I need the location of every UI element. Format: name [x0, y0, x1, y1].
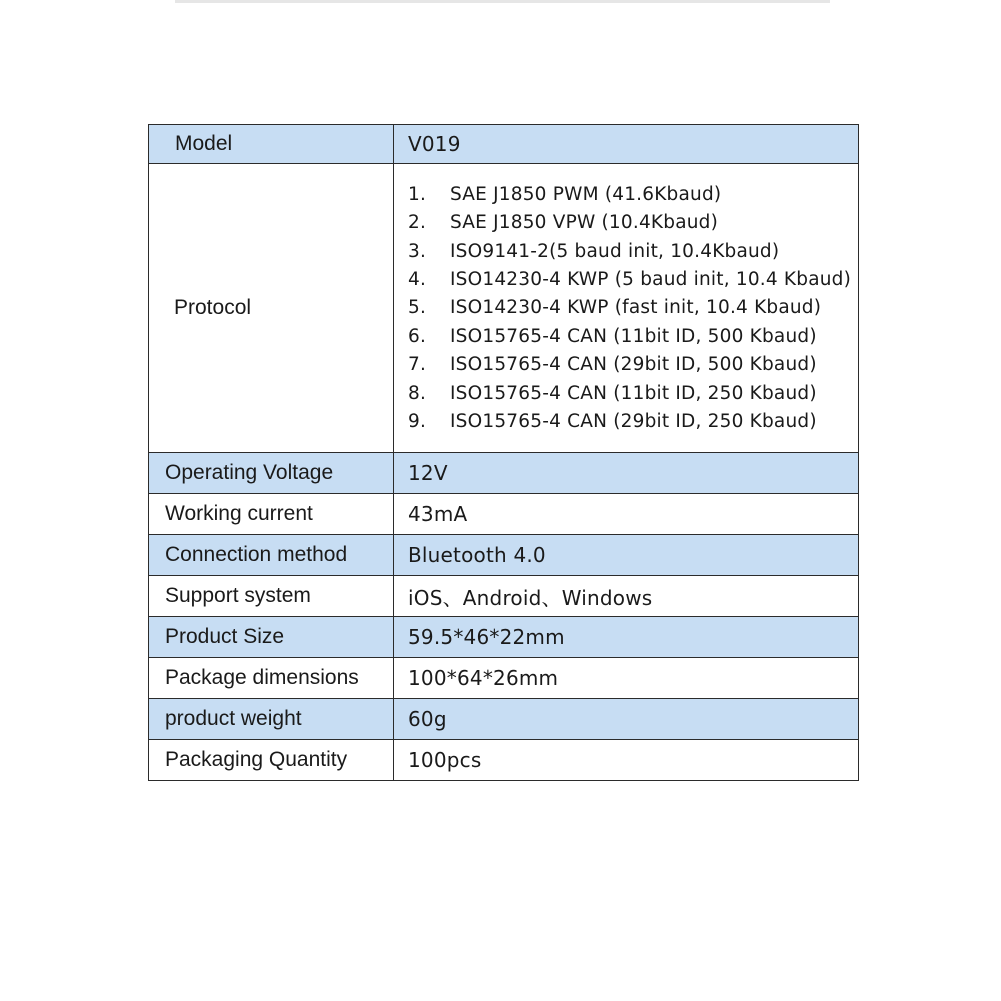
row-label: Support system: [149, 576, 394, 617]
row-value: 12V: [394, 453, 859, 494]
list-item-text: ISO15765-4 CAN (29bit ID, 500 Kbaud): [450, 354, 817, 376]
list-item: [408, 351, 858, 379]
row-value: 59.5*46*22mm: [394, 617, 859, 658]
list-item-number: 5.: [408, 297, 427, 319]
row-value: 43mA: [394, 494, 859, 535]
list-item-number: 6.: [408, 325, 427, 347]
table-row-working-current: [149, 494, 859, 535]
list-item-text: ISO14230-4 KWP (5 baud init, 10.4 Kbaud): [450, 269, 852, 291]
table-row-product-size: [149, 617, 859, 658]
list-item-text: SAE J1850 VPW (10.4Kbaud): [450, 212, 719, 234]
table-row-operating-voltage: [149, 453, 859, 494]
list-item: [408, 237, 858, 265]
row-label: Package dimensions: [149, 658, 394, 699]
table-row-support-system: [149, 576, 859, 617]
list-item: [408, 294, 858, 322]
table-row-model: [149, 125, 859, 164]
list-item-number: 2.: [408, 212, 427, 234]
row-label: Packaging Quantity: [149, 740, 394, 781]
table-row-package-dimensions: [149, 658, 859, 699]
list-item: [408, 209, 858, 237]
row-value: 100*64*26mm: [394, 658, 859, 699]
row-label: Product Size: [149, 617, 394, 658]
row-value: 100pcs: [394, 740, 859, 781]
list-item-text: ISO14230-4 KWP (fast init, 10.4 Kbaud): [450, 297, 822, 319]
list-item: [408, 322, 858, 350]
row-label: Connection method: [149, 535, 394, 576]
row-value: iOS、Android、Windows: [394, 576, 859, 617]
list-item-number: 1.: [408, 183, 427, 205]
list-item: [408, 180, 858, 208]
list-item-text: ISO15765-4 CAN (11bit ID, 250 Kbaud): [450, 382, 817, 404]
list-item-text: ISO9141-2(5 baud init, 10.4Kbaud): [450, 240, 780, 262]
list-item-number: 4.: [408, 269, 427, 291]
list-item-number: 8.: [408, 382, 427, 404]
list-item-text: SAE J1850 PWM (41.6Kbaud): [450, 183, 722, 205]
table-row-packaging-quantity: [149, 740, 859, 781]
list-item-text: ISO15765-4 CAN (29bit ID, 250 Kbaud): [450, 411, 817, 433]
row-label: Model: [149, 125, 394, 164]
list-item: [408, 265, 858, 293]
row-label: Operating Voltage: [149, 453, 394, 494]
row-value: Bluetooth 4.0: [394, 535, 859, 576]
list-item-number: 9.: [408, 411, 427, 433]
list-item: [408, 379, 858, 407]
row-value: V019: [394, 125, 859, 164]
protocol-list: [408, 180, 858, 436]
table-row-product-weight: [149, 699, 859, 740]
protocol-list-cell: [394, 164, 859, 453]
top-divider: [175, 0, 830, 3]
spec-table: [148, 124, 859, 781]
list-item: [408, 407, 858, 435]
row-value: 60g: [394, 699, 859, 740]
row-label: Protocol: [149, 164, 394, 453]
list-item-text: ISO15765-4 CAN (11bit ID, 500 Kbaud): [450, 325, 817, 347]
row-label: Working current: [149, 494, 394, 535]
list-item-number: 3.: [408, 240, 427, 262]
row-label: product weight: [149, 699, 394, 740]
list-item-number: 7.: [408, 354, 427, 376]
table-row-protocol: [149, 164, 859, 453]
table-row-connection-method: [149, 535, 859, 576]
